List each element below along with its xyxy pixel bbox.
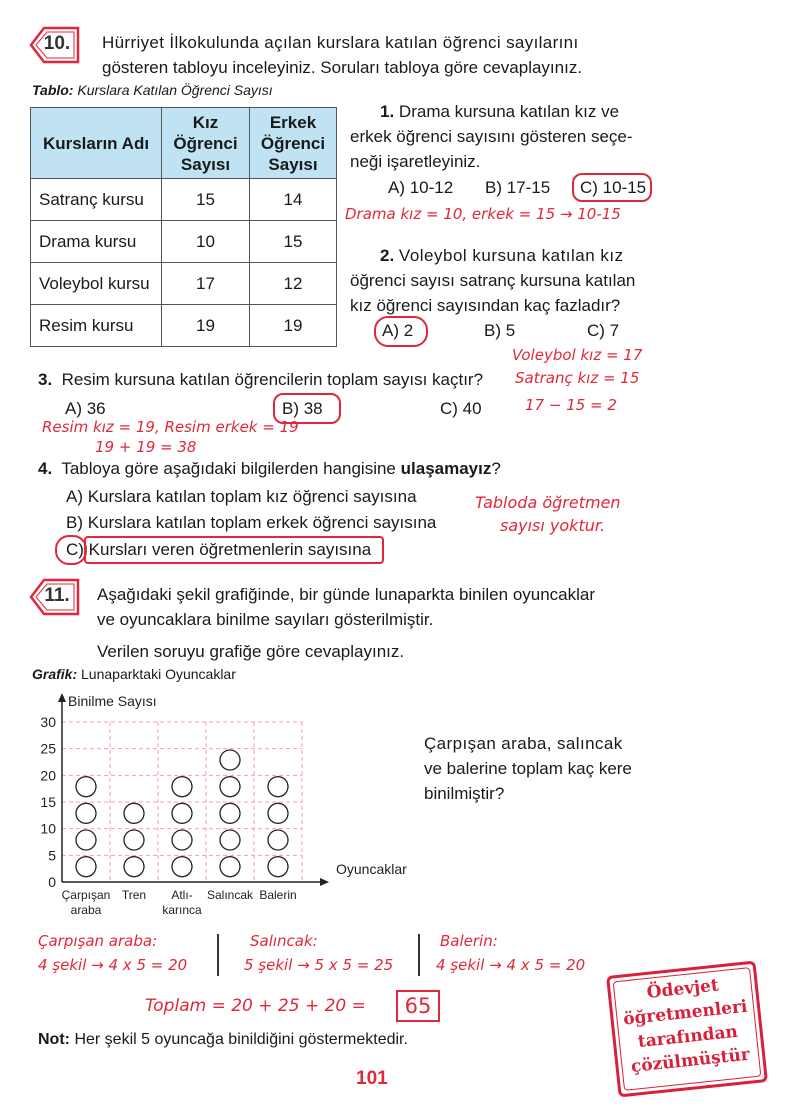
q11-intro-line1: Aşağıdaki şekil grafiğinde, bir günde lunaparkta binilen oyuncaklar <box>97 585 596 604</box>
q11-hand-col2-line1: Salıncak: <box>250 932 318 950</box>
pictograph-symbol <box>76 803 96 823</box>
s4-option-a[interactable]: A) Kurslara katılan toplam kız öğrenci sayısına <box>66 487 417 506</box>
s1-option-c[interactable]: C) 10-15 <box>580 178 647 197</box>
table-cell: 19 <box>162 305 250 347</box>
stamp-line2: öğretmenleri <box>622 996 749 1030</box>
q11-hand-col3-line1: Balerin: <box>440 932 498 950</box>
table-cell: 17 <box>162 263 250 305</box>
table-row <box>31 305 337 347</box>
s1-line1: Drama kursuna katılan kız ve <box>398 102 620 121</box>
s1-option-a[interactable]: A) 10-12 <box>388 178 454 197</box>
x-category-label: Balerin <box>259 888 297 902</box>
s4-text: Tabloya göre aşağıdaki bilgilerden hangisine <box>61 459 396 478</box>
pictograph-symbol <box>172 857 192 877</box>
s2-hand-line3: 17 − 15 = 2 <box>525 396 617 414</box>
solution-stamp <box>606 960 768 1097</box>
pictograph-symbol <box>268 830 288 850</box>
s4-answer-circle-letter <box>55 535 87 565</box>
pictograph-symbol <box>76 830 96 850</box>
y-axis-label: Binilme Sayısı <box>68 693 157 709</box>
pictograph-symbol <box>268 777 288 797</box>
s2-answer-circle <box>374 316 428 347</box>
s2-line2: öğrenci sayısı satranç kursuna katılan <box>350 271 636 290</box>
table-row <box>31 179 337 221</box>
pictograph-symbol <box>124 803 144 823</box>
pictograph-symbol <box>220 750 240 770</box>
graph-caption-text: Lunaparktaki Oyuncaklar <box>81 666 236 682</box>
s1-handwritten-answer: Drama kız = 10, erkek = 15 → 10-15 <box>345 205 621 223</box>
s1-line3: neği işaretleyiniz. <box>350 152 481 171</box>
stamp-line3: tarafından <box>636 1021 739 1053</box>
note-label: Not: <box>38 1031 70 1048</box>
page-number: 101 <box>356 1068 388 1089</box>
table-cell: Resim kursu <box>31 305 162 347</box>
x-category-label: Çarpışan <box>61 888 111 902</box>
table-header-row <box>31 108 337 179</box>
x-category-label: karınca <box>162 903 202 917</box>
s2-question <box>350 243 650 318</box>
stamp-line1: Ödevjet <box>645 975 720 1003</box>
x-axis-arrow-icon <box>320 878 329 886</box>
table-caption <box>32 82 273 98</box>
table-cell: 10 <box>162 221 250 263</box>
q11-hand-col2-line2: 5 şekil → 5 x 5 = 25 <box>244 956 394 974</box>
graph-caption <box>32 666 236 682</box>
q11-question <box>424 731 632 806</box>
s2-option-a[interactable]: A) 2 <box>382 321 414 340</box>
pictograph-chart <box>28 688 428 928</box>
q11-hand-col1-line1: Çarpışan araba: <box>38 932 158 950</box>
s3-text: Resim kursuna katılan öğrencilerin toplam sayısı kaçtır? <box>61 370 484 389</box>
s3-number: 3. <box>38 370 53 389</box>
q11-question-line1: Çarpışan araba, salıncak <box>424 734 623 753</box>
q11-question-line3: binilmiştir? <box>424 784 505 803</box>
pictograph-symbol <box>220 777 240 797</box>
stamp-line4: çözülmüştür <box>630 1044 751 1078</box>
s4-answer-box <box>84 536 384 564</box>
q11-question-line2: ve balerine toplam kaç kere <box>424 759 632 778</box>
x-category-label: Tren <box>121 888 147 902</box>
q10-intro-line2: gösteren tabloyu inceleyiniz. Soruları tabloya göre cevaplayınız. <box>102 58 583 77</box>
table-header-course: Kursların Adı <box>31 108 162 179</box>
y-tick-label: 10 <box>40 820 56 837</box>
pictograph-symbol <box>76 857 96 877</box>
s1-answer-circle <box>572 173 652 202</box>
pictograph-symbol <box>124 857 144 877</box>
table-cell: 14 <box>250 179 337 221</box>
s1-number: 1. <box>380 102 395 121</box>
s1-question <box>350 99 650 174</box>
s1-line2: erkek öğrenci sayısını gösteren seçe- <box>350 127 633 146</box>
table-cell: Voleybol kursu <box>31 263 162 305</box>
q10-intro-line1: Hürriyet İlkokulunda açılan kurslara katılan öğrenci sayılarını <box>102 33 579 52</box>
y-axis-arrow-icon <box>58 693 66 702</box>
s4-hand-line1: Tabloda öğretmen <box>475 493 621 512</box>
question-10-badge <box>28 24 80 64</box>
y-tick-label: 0 <box>48 874 56 890</box>
s3-hand-line1: Resim kız = 19, Resim erkek = 19 <box>42 418 299 436</box>
pictograph-symbol <box>268 857 288 877</box>
s4-question <box>38 456 501 481</box>
pictograph-symbol <box>268 803 288 823</box>
s3-hand-line2: 19 + 19 = 38 <box>95 438 197 456</box>
x-category-label: Atlı- <box>171 888 193 902</box>
pictograph-symbol <box>76 777 96 797</box>
q11-intro-line3: Verilen soruyu grafiğe göre cevaplayınız. <box>97 642 405 661</box>
pictograph-symbol <box>172 777 192 797</box>
x-category-label: araba <box>70 903 102 917</box>
pictograph-symbol <box>220 857 240 877</box>
s2-line1: Voleybol kursuna katılan kız <box>398 246 624 265</box>
graph-caption-label: Grafik: <box>32 666 78 682</box>
question-11-number: 11. <box>44 585 70 606</box>
q11-hand-col1-line2: 4 şekil → 4 x 5 = 20 <box>38 956 188 974</box>
s2-option-c[interactable]: C) 7 <box>587 321 620 340</box>
s4-text-end: ? <box>491 459 501 478</box>
question-11-badge <box>28 576 80 616</box>
s4-option-c[interactable]: C) Kursları veren öğretmenlerin sayısına <box>66 540 372 559</box>
pictograph-symbol <box>124 830 144 850</box>
table-caption-label: Tablo: <box>32 82 74 98</box>
s3-option-b[interactable]: B) 38 <box>282 399 323 418</box>
table-header-boys: Erkek Öğrenci Sayısı <box>250 108 337 179</box>
question-10-number: 10. <box>43 33 71 54</box>
q11-hand-total-value: 65 <box>396 990 440 1022</box>
pictograph-symbol <box>172 803 192 823</box>
table-cell: Satranç kursu <box>31 179 162 221</box>
x-category-label: Salıncak <box>206 888 254 902</box>
table-cell: 15 <box>250 221 337 263</box>
s2-hand-line1: Voleybol kız = 17 <box>512 346 643 364</box>
s3-option-a[interactable]: A) 36 <box>65 399 106 418</box>
s1-option-b[interactable]: B) 17-15 <box>485 178 551 197</box>
note-text: Her şekil 5 oyuncağa binildiğini göstermektedir. <box>74 1031 408 1048</box>
s4-hand-line2: sayısı yoktur. <box>500 516 606 535</box>
pictograph-symbol <box>172 830 192 850</box>
x-axis-label: Oyuncaklar <box>336 861 407 877</box>
hand-divider <box>418 934 420 976</box>
table-row <box>31 221 337 263</box>
pictograph-symbol <box>220 830 240 850</box>
y-tick-label: 15 <box>40 794 56 810</box>
table-row <box>31 263 337 305</box>
q11-hand-col3-line2: 4 şekil → 4 x 5 = 20 <box>436 956 586 974</box>
y-tick-label: 20 <box>40 767 56 784</box>
s3-question <box>38 367 483 392</box>
hand-divider <box>217 934 219 976</box>
q11-intro-line2: ve oyuncaklara binilme sayıları gösterilmiştir. <box>97 610 434 629</box>
course-table <box>30 107 337 347</box>
s3-option-c[interactable]: C) 40 <box>440 399 482 418</box>
s4-option-b[interactable]: B) Kurslara katılan toplam erkek öğrenci sayısına <box>66 513 437 532</box>
table-cell: 12 <box>250 263 337 305</box>
table-cell: Drama kursu <box>31 221 162 263</box>
pictograph-symbol <box>220 803 240 823</box>
table-caption-text: Kurslara Katılan Öğrenci Sayısı <box>77 82 273 98</box>
s2-number: 2. <box>380 246 395 265</box>
y-tick-label: 5 <box>48 847 56 864</box>
s2-option-b[interactable]: B) 5 <box>484 321 516 340</box>
q11-hand-total: Toplam = 20 + 25 + 20 = <box>145 996 366 1016</box>
table-cell: 19 <box>250 305 337 347</box>
table-header-girls: Kız Öğrenci Sayısı <box>162 108 250 179</box>
s2-line3: kız öğrenci sayısından kaç fazladır? <box>350 296 621 315</box>
s4-text-bold: ulaşamayız <box>400 459 492 478</box>
q11-note <box>38 1027 408 1052</box>
s2-hand-line2: Satranç kız = 15 <box>515 369 640 387</box>
y-tick-label: 25 <box>40 740 56 757</box>
table-cell: 15 <box>162 179 250 221</box>
s4-number: 4. <box>38 459 53 478</box>
y-tick-label: 30 <box>40 714 56 730</box>
